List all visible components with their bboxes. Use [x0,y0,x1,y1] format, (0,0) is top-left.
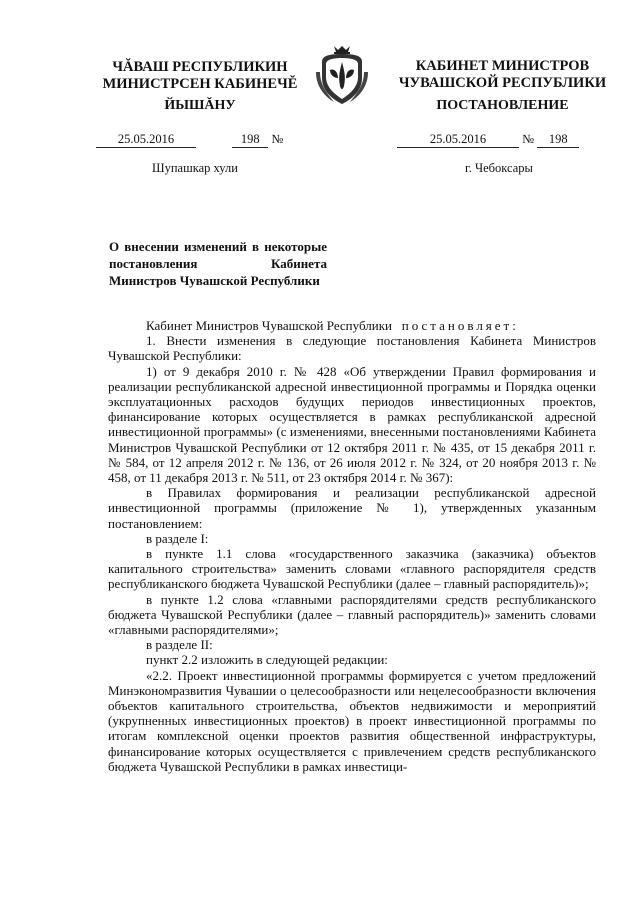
paragraph: «2.2. Проект инвестиционной программы формируется с учетом предложений Минэкономразвития Чувашии о целесообразности или нецелесообразности включения объектов капитального строительства, объектов недвижимости и мероприятий (укрупненных инвестиционных проектов) в проект инвестиционной программы по итогам комплексной оценки проектов развития общественной инфраструктуры, финансирование которых осуществляется с привлечением средств республиканского бюджета Чувашской Республики в рамках инвестици- [108,667,596,774]
date-right: 25.05.2016 [397,132,519,148]
paragraph: пункт 2.2 изложить в следующей редакции: [146,652,388,668]
header-right-line1: КАБИНЕТ МИНИСТРОВ [415,58,590,74]
paragraph: в Правилах формирования и реализации республиканской адресной инвестиционной программы (приложение № 1), утвержденных указанным постановлением: [108,485,596,531]
paragraph: в пункте 1.2 слова «главными распорядителями средств республиканского бюджета Чувашской Республики (далее – главный распорядитель)» заменить словами «главными распорядителями»; [108,591,596,638]
intro-spaced-verb: постановляет: [401,318,519,333]
date-line-right [397,132,579,148]
number-sign-left: № [271,132,284,146]
header-left-line2: МИНИСТРСЕН КАБИНЕЧĔ [102,76,298,92]
intro-prefix: Кабинет Министров Чувашской Республики [146,318,392,333]
number-left: 198 [232,132,268,148]
document-body [108,318,596,774]
date-left: 25.05.2016 [96,132,196,148]
number-right: 198 [537,132,579,148]
header-right-doctype: ПОСТАНОВЛЕНИЕ [436,98,569,113]
header-left-line1: ЧĂВАШ РЕСПУБЛИКИН [112,59,288,75]
paragraph: в разделе II: [146,637,213,653]
header-right-line2: ЧУВАШСКОЙ РЕСПУБЛИКИ [398,75,607,91]
intro-paragraph [108,318,596,333]
paragraph: в пункте 1.1 слова «государственного заказчика (заказчика) объектов капитального строительства» заменить словами «главного распорядителя средств республиканского бюджета Чувашской Республики (далее – главный распорядитель)»; [108,546,596,592]
city-left: Шупашкар хули [152,161,238,175]
header-left-doctype: ЙЫШĂНУ [164,98,236,113]
number-sign-right: № [522,132,535,146]
coat-of-arms-emblem-icon [314,42,370,106]
header-right [395,58,610,92]
paragraph: 1) от 9 декабря 2010 г. № 428 «Об утверждении Правил формирования и реализации республиканской адресной инвестиционной программы и Порядка оценки эксплуатационных расходов будущих периодов инвестиционных проектов, финансирование которых осуществляется в рамках республиканской адресной инвестиционной программы» (с изменениями, внесенными постановлениями Кабинета Министров Чувашской Республики от 12 октября 2011 г. № 435, от 15 декабря 2011 г. № 584, от 12 апреля 2012 г. № 136, от 26 июля 2012 г. № 324, от 20 ноября 2013 г. № 458, от 11 декабря 2013 г. № 511, от 23 октября 2014 г. № 367): [108,363,596,486]
paragraph: 1. Внести изменения в следующие постановления Кабинета Министров Чувашской Республики: [108,333,596,364]
paragraph: в разделе I: [146,530,209,546]
document-title: О внесении изменений в некоторые постановления Кабинета Министров Чувашской Республики [109,239,327,288]
city-right: г. Чебоксары [465,161,533,175]
header-left [100,59,300,93]
date-line-left [96,132,283,148]
